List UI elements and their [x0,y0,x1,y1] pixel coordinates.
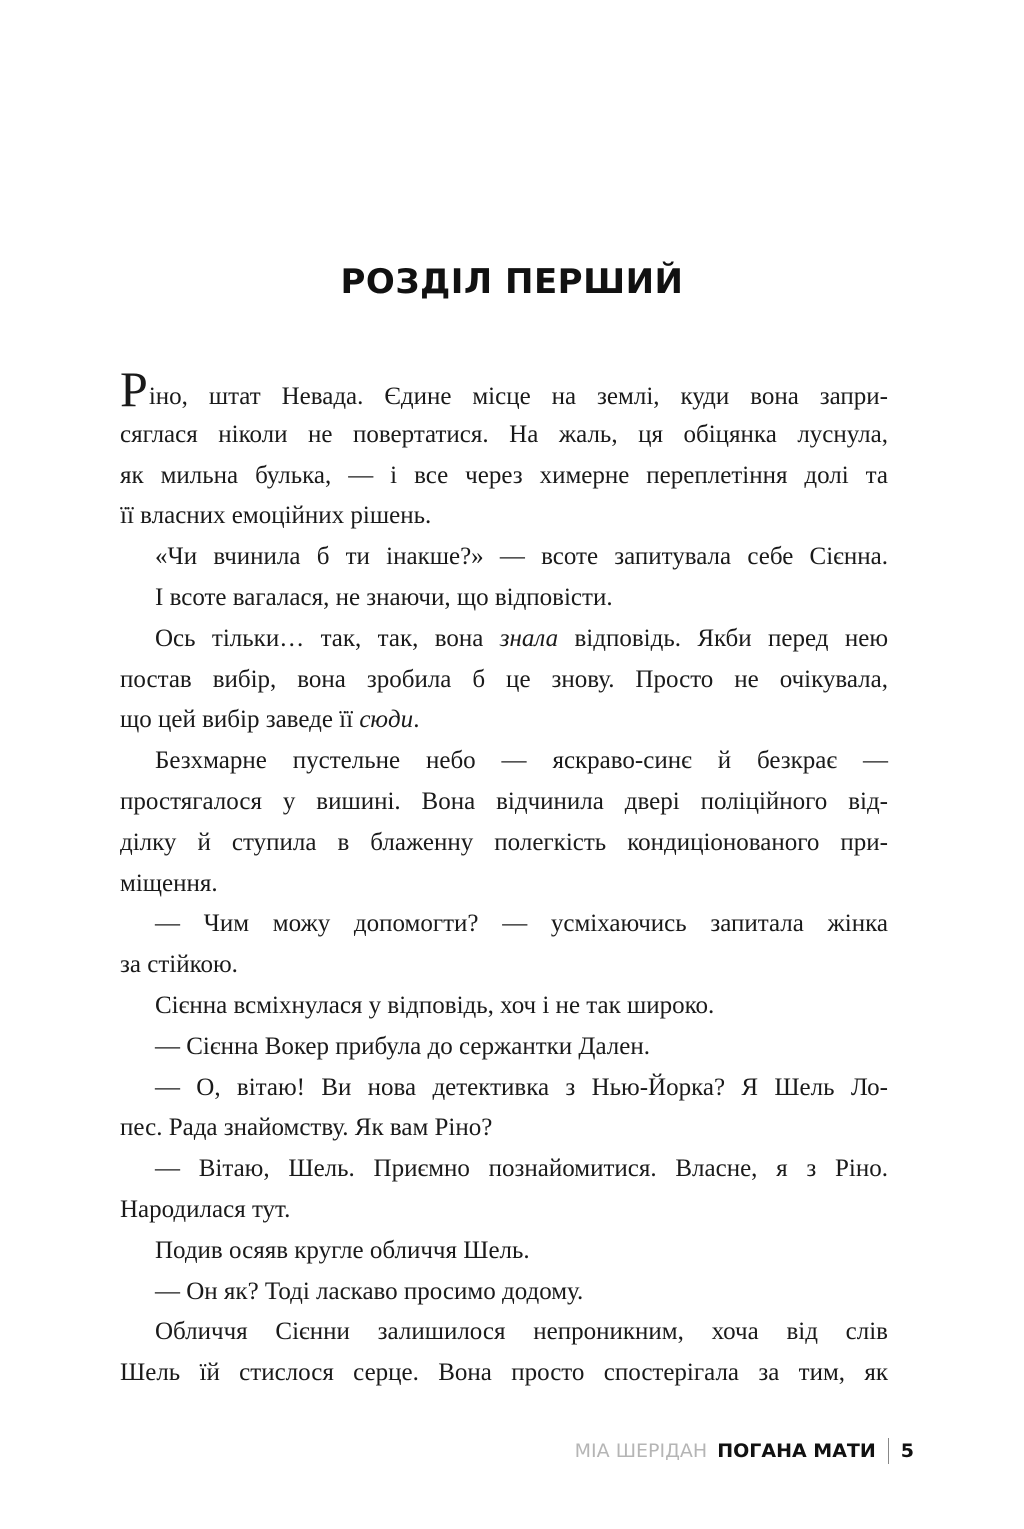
footer-author: МІА ШЕРІДАН [574,1440,708,1462]
text-line: — Сієнна Вокер прибула до сержантки Дален. [155,1032,650,1060]
text-line-content: відповідь. Якби перед нею [558,624,888,652]
text-line: «Чи вчинила б ти інакше?» — всоте запитувала себе Сієнна. [155,543,888,571]
text-line: Народилася тут. [120,1195,291,1223]
text-line: як мильна булька, — і все через химерне переплетіння долі та [120,461,888,489]
text-line-content: що цей вибір заведе її [120,706,360,734]
drop-cap: Р [120,361,148,417]
text-line: постав вибір, вона зробила б це знову. Просто не очікувала, [120,665,888,693]
text-line: Шель їй стислося серце. Вона просто спостерігала за тим, як [120,1359,888,1387]
text-line: ділку й ступила в блаженну полегкість кондиціонованого при- [120,828,888,856]
chapter-title: РОЗДІЛ ПЕРШИЙ [340,262,684,302]
text-line: її власних емоційних рішень. [120,502,432,530]
text-line: Безхмарне пустельне небо — яскраво-синє й безкрає — [155,747,888,775]
text-line: простягалося у вишині. Вона відчинила двері поліційного від- [120,787,888,815]
text-line: сяглася ніколи не повертатися. На жаль, ця обіцянка луснула, [120,420,888,448]
text-line: І всоте вагалася, не знаючи, що відповісти. [155,583,613,611]
text-line: Подив осяяв кругле обличчя Шель. [155,1236,530,1264]
text-line-content: іно, штат Невада. Єдине місце на землі, куди вона запри- [148,383,888,410]
footer-book-title: ПОГАНА МАТИ [717,1440,876,1462]
text-line: — Чим можу допомогти? — усміхаючись запитала жінка [155,910,888,938]
text-line [120,619,888,660]
body-text [120,361,888,1394]
text-line [120,700,888,741]
page-number: 5 [900,1440,914,1462]
text-line: Обличчя Сієнни залишилося непроникним, хоча від слів [155,1318,888,1346]
text-line: за стійкою. [120,951,238,979]
text-line: міщення. [120,869,218,897]
text-line [120,361,888,417]
text-line-content: . [413,706,420,734]
text-line-content: Ось тільки… так, так, вона [155,624,500,652]
text-line: Сієнна всміхнулася у відповідь, хоч і не так широко. [155,991,715,1019]
text-line: — Вітаю, Шель. Приємно познайомитися. Власне, я з Ріно. [155,1155,888,1183]
page-footer [575,1436,914,1466]
text-line: — Он як? Тоді ласкаво просимо додому. [155,1277,584,1305]
emphasis-text: сюди [359,706,414,734]
footer-divider [888,1438,889,1464]
text-line: пес. Рада знайомству. Як вам Ріно? [120,1114,493,1142]
text-line: — О, вітаю! Ви нова детективка з Нью-Йорка? Я Шель Ло- [155,1073,888,1101]
emphasis-text: знала [499,624,559,652]
